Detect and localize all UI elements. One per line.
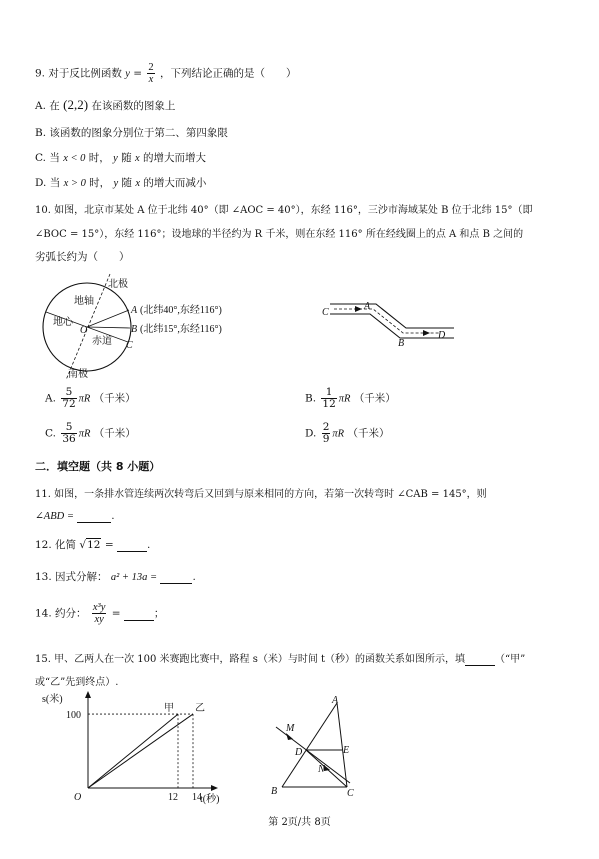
option-unit: （千米）	[347, 427, 390, 440]
option-var: x	[134, 153, 140, 164]
distance-time-chart	[40, 690, 220, 808]
q9-fraction-den: x	[148, 74, 154, 86]
option-letter: A.	[35, 100, 46, 112]
option-var: y	[113, 153, 118, 164]
option-fraction	[322, 422, 331, 445]
q11-end: .	[111, 510, 115, 522]
q14-equals: =	[111, 607, 121, 620]
globe-point-b: B	[131, 324, 138, 335]
globe-point-b-note: (北纬15°,东经116°)	[140, 324, 222, 335]
q11-expr: ∠ABD =	[35, 511, 74, 522]
globe-o-label: O	[80, 325, 88, 336]
pipe-figure	[322, 298, 462, 350]
pipe-upper-wall	[330, 304, 454, 328]
q13-prefix: 13. 因式分解：	[35, 571, 108, 583]
option-letter: C.	[45, 427, 56, 440]
globe-center-label: 地心	[53, 317, 73, 328]
tri-label-b: B	[271, 786, 278, 797]
q12-end: .	[146, 539, 151, 551]
series-line-2	[88, 714, 193, 788]
q9-option-b	[35, 125, 599, 140]
fraction-num: 5	[61, 387, 76, 399]
pipe-point-d: D	[438, 330, 446, 341]
tri-label-c: C	[347, 788, 354, 797]
option-text: 随	[121, 152, 132, 164]
tri-label-m: M	[286, 723, 295, 734]
fraction-den: 9	[322, 433, 330, 446]
q9-option-d	[35, 175, 599, 190]
q9-option-a	[35, 97, 599, 113]
option-tail: πR	[78, 428, 91, 440]
option-letter: A.	[45, 392, 56, 405]
option-var: x	[135, 178, 141, 189]
q10-option-b	[305, 387, 599, 410]
answer-blank[interactable]	[77, 510, 111, 523]
q9-stem-suffix: ，下列结论正确的是（ ）	[159, 67, 297, 80]
globe-point-a-note: (北纬40°,东经116°)	[140, 305, 222, 316]
q12-radicand: 12	[87, 539, 101, 551]
fraction-den: 12	[322, 398, 336, 411]
page-footer: 第 2页/共 8页	[268, 817, 331, 828]
option-text: 时，	[88, 152, 110, 164]
q11-line1: 11. 如图，一条排水管连续两次转弯后又回到与原来相同的方向，若第一次转弯时 ∠CAB = 145°，则	[35, 489, 487, 500]
flow-arrow-1	[355, 306, 362, 312]
tri-label-a: A	[332, 695, 339, 706]
option-fraction	[321, 387, 336, 410]
globe-point-a: A	[131, 305, 138, 316]
q10-stem-line2: ∠BOC = 15°），东经 116°；设地球的半径约为 R 千米，则在东经 116° 所在经线圈上的点 A 和点 B 之间的	[35, 229, 524, 240]
q14-fraction	[92, 602, 106, 625]
pipe-point-b: B	[398, 338, 405, 349]
q9-func-lhs: y	[125, 68, 130, 80]
radius-ob	[87, 327, 130, 328]
answer-blank[interactable]	[465, 654, 495, 666]
option-text: 在	[49, 100, 60, 112]
fraction-num: x³y	[92, 602, 106, 613]
q10-stem-line1: 10. 如图，北京市某处 A 位于北纬 40°（即 ∠AOC = 40°），东经 116°，三沙市海域某处 B 位于北纬 15°（即	[35, 205, 533, 216]
option-text: 的增大而减小	[143, 177, 207, 189]
q14-line	[35, 602, 599, 625]
option-letter: D.	[35, 177, 47, 189]
option-text: 时，	[89, 177, 111, 189]
q13-expr: a² + 13a =	[110, 572, 158, 583]
side-ab	[282, 703, 337, 787]
q12-equals: =	[104, 539, 114, 551]
fraction-num: 5	[61, 422, 76, 434]
series-label-1: 甲	[164, 703, 174, 715]
fraction-num: 1	[321, 387, 336, 399]
origin-label: O	[74, 792, 82, 803]
globe-figure	[40, 270, 280, 385]
option-condition: x > 0	[63, 178, 86, 189]
x-axis-arrow	[211, 785, 218, 791]
fraction-den: 72	[62, 398, 76, 411]
globe-south-label: 南极	[68, 369, 88, 380]
section-heading: 二．填空题（共 8 小题）	[35, 460, 161, 473]
option-letter: B.	[35, 127, 47, 139]
q15-line2: 或“乙”先到终点）.	[35, 677, 119, 688]
option-fraction	[61, 387, 76, 410]
fraction-den: xy	[94, 614, 104, 626]
fraction-den: 36	[62, 433, 76, 446]
arrow-m	[286, 733, 293, 740]
answer-blank[interactable]	[160, 571, 192, 584]
option-letter: B.	[305, 392, 317, 405]
q9-stem: 9. 对于反比例函数 y = $\frac{2}{x}$ ，下列结论正确的是（ ）	[35, 62, 297, 86]
y-axis-arrow	[85, 691, 91, 698]
q14-prefix: 14. 约分：	[35, 607, 87, 620]
tri-label-d: D	[295, 747, 303, 758]
y-tick-label: 100	[66, 710, 81, 722]
radius-oa	[87, 310, 129, 327]
q14-end: ；	[153, 607, 165, 620]
answer-blank[interactable]	[117, 539, 147, 552]
option-text: 当	[49, 152, 60, 164]
q12-line	[35, 537, 599, 552]
y-axis-label: s(米)	[42, 694, 63, 705]
option-tail: πR	[78, 393, 91, 405]
q9-option-c	[35, 150, 599, 165]
option-fraction	[61, 422, 76, 445]
q11-line2	[35, 510, 599, 523]
option-tail: πR	[338, 393, 351, 405]
triangle-figure	[262, 695, 362, 797]
pipe-lower-wall	[330, 314, 454, 338]
tri-label-n: N	[318, 764, 325, 775]
q9-stem-prefix: 9. 对于反比例函数	[35, 67, 122, 80]
q15-line1	[35, 650, 599, 666]
q9-fraction	[147, 62, 154, 85]
q13-line	[35, 569, 599, 584]
q9-fraction-num: 2	[148, 62, 154, 73]
x-axis-label: t(秒)	[200, 794, 220, 805]
option-condition: x < 0	[63, 153, 86, 164]
answer-blank[interactable]	[124, 608, 154, 621]
option-letter: D.	[305, 427, 317, 440]
series-line-1	[88, 714, 178, 788]
q10-stem-line3: 劣弧长约为（ ）	[35, 251, 130, 263]
x-tick-label: 14	[192, 792, 202, 803]
option-var: y	[113, 178, 119, 189]
option-unit: （千米）	[93, 427, 136, 440]
q15-text: （“甲”	[495, 654, 526, 665]
option-text: 随	[121, 177, 133, 189]
globe-equator-label: 赤道	[92, 336, 112, 347]
q12-prefix: 12. 化简	[35, 539, 77, 551]
q12-sqrt: √12	[79, 539, 101, 551]
option-point: (2,2)	[63, 97, 89, 112]
globe-axis-label: 地轴	[74, 296, 94, 307]
globe-north-label: 北极	[108, 279, 128, 290]
q13-end: .	[192, 571, 196, 583]
q15-text: 15. 甲、乙两人在一次 100 米赛跑比赛中，路程 s（米）与时间 t（秒）的函数关系如图所示，填	[35, 654, 466, 665]
series-label-2: 乙	[195, 703, 205, 715]
option-text: 该函数的图象分别位于第二、第四象限	[49, 127, 228, 139]
pipe-point-c: C	[322, 307, 329, 318]
globe-point-c: C	[126, 340, 133, 351]
option-text: 当	[49, 177, 61, 189]
x-tick-label: 12	[168, 792, 178, 803]
q10-option-d	[305, 422, 599, 445]
tri-label-e: E	[343, 745, 350, 756]
option-unit: （千米）	[93, 392, 136, 405]
pipe-point-a: A	[364, 301, 371, 312]
option-text: 在该函数的图象上	[91, 100, 176, 112]
option-text: 的增大而增大	[143, 152, 206, 164]
option-tail: πR	[332, 428, 345, 440]
option-unit: （千米）	[353, 392, 396, 405]
flow-arrow-2	[423, 330, 430, 336]
option-letter: C.	[35, 152, 46, 164]
fraction-num: 2	[322, 421, 330, 433]
